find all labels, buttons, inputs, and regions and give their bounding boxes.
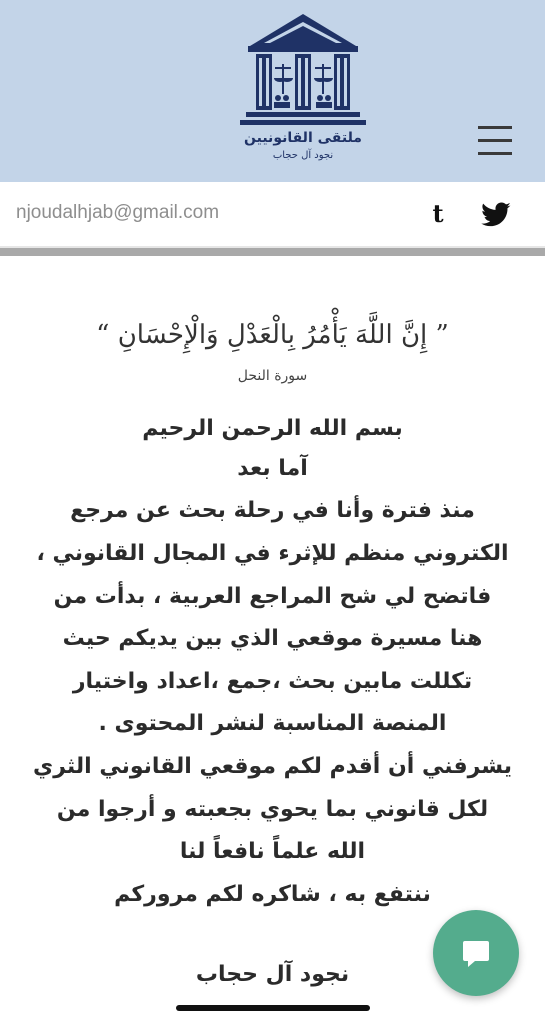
- paragraph-line: الله علماً نافعاً لنا: [179, 839, 366, 864]
- basmala: بسم الله الرحمن الرحيم: [142, 416, 403, 441]
- paragraph-line: تكللت مابين بحث ،جمع ،اعداد واختيار: [72, 669, 473, 694]
- quran-verse: ” إِنَّ اللَّهَ يَأْمُرُ بِالْعَدْلِ وَالْإِحْسَانِ “: [96, 320, 449, 350]
- twitter-icon[interactable]: [480, 198, 512, 230]
- courthouse-scales-icon: [236, 12, 370, 130]
- contact-bar: [0, 182, 545, 248]
- email-link[interactable]: njoudalhjab@gmail.com: [16, 202, 220, 223]
- logo-subtitle: نجود آل حجاب: [272, 150, 334, 161]
- home-indicator: [176, 1005, 370, 1011]
- svg-text:t: t: [432, 199, 444, 228]
- paragraph-line: يشرفني أن أقدم لكم موقعي القانوني الثري: [33, 754, 512, 779]
- paragraph-line: فاتضح لي شح المراجع العربية ، بدأت من: [53, 584, 492, 609]
- paragraph-line: ننتفع به ، شاكره لكم مروركم: [114, 882, 431, 907]
- divider-strip: [0, 248, 545, 256]
- paragraph-line: الكتروني منظم للإثرء في المجال القانوني ،: [36, 541, 509, 566]
- hamburger-menu-icon[interactable]: [478, 124, 512, 156]
- paragraph-line: هنا مسيرة موقعي الذي بين يديكم حيث: [62, 626, 483, 651]
- paragraph-line: منذ فترة وأنا في رحلة بحث عن مرجع: [70, 498, 475, 523]
- intro-phrase: آما بعد: [237, 456, 308, 481]
- tumblr-icon[interactable]: [422, 198, 454, 230]
- chat-bubble-icon: [461, 938, 491, 968]
- chat-button[interactable]: [433, 910, 519, 996]
- site-header: [0, 0, 545, 182]
- surah-name: سورة النحل: [237, 368, 308, 384]
- logo-name: ملتقى القانونيين: [244, 130, 362, 146]
- main-content: [0, 256, 545, 1024]
- paragraph-line: المنصة المناسبة لنشر المحتوى .: [98, 711, 447, 736]
- author-signature: نجود آل حجاب: [195, 962, 350, 987]
- paragraph-line: لكل قانوني بما يحوي بجعبته و أرجوا من: [56, 797, 489, 822]
- site-logo[interactable]: [236, 12, 370, 182]
